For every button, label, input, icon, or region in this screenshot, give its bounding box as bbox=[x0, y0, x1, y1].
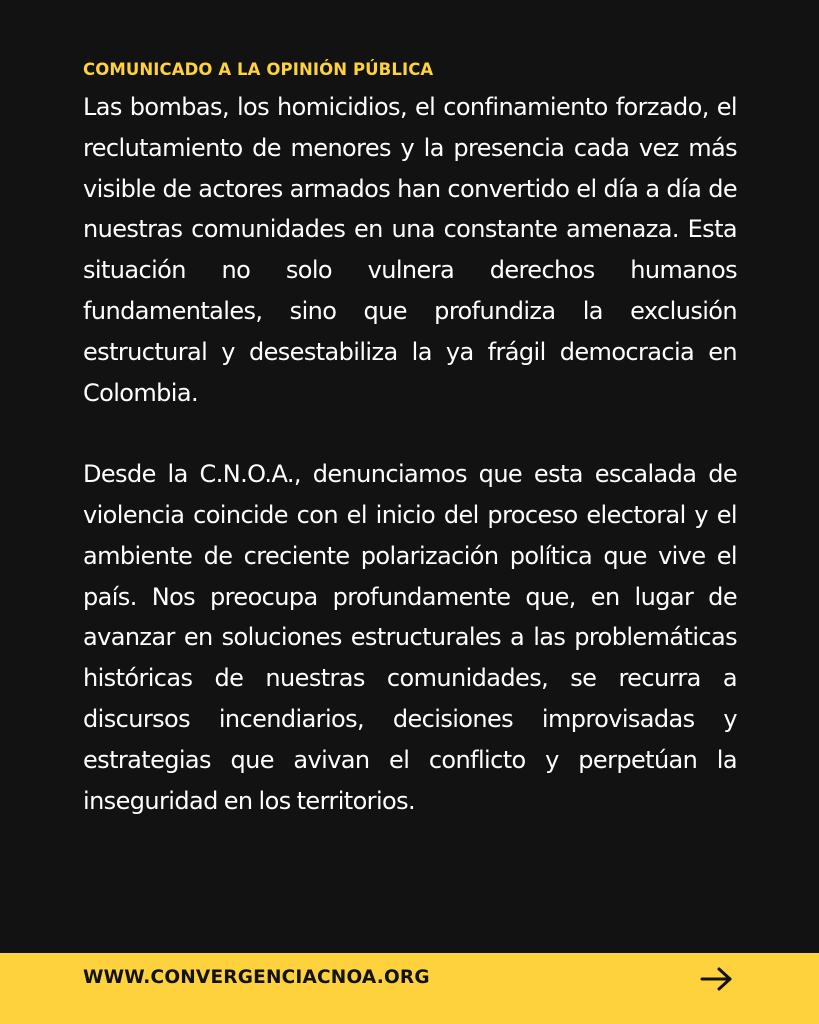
page-title: COMUNICADO A LA OPINIÓN PÚBLICA bbox=[83, 60, 434, 79]
paragraph-1: Las bombas, los homicidios, el confinamiento forzado, el reclutamiento de menores y la presencia cada vez más visible de actores armados han convertido el día a día de nuestras comunidades en una constante amenaza. Esta situación no solo vulnera derechos humanos fundamentales, sino que profundiza la exclusión estructural y desestabiliza la ya frágil democracia en Colombia. bbox=[83, 93, 737, 407]
content-area bbox=[83, 58, 737, 821]
website-link[interactable]: WWW.CONVERGENCIACNOA.ORG bbox=[83, 967, 430, 988]
arrow-right-icon[interactable] bbox=[700, 966, 734, 992]
paragraph-2: Desde la C.N.O.A., denunciamos que esta escalada de violencia coincide con el inicio del proceso electoral y el ambiente de creciente polarización política que vive el país. Nos preocupa profundamente que, en lugar de avanzar en soluciones estructurales a las problemáticas históricas de nuestras comunidades, se recurra a discursos incendiarios, decisiones improvisadas y estrategias que avivan el conflicto y perpetúan la inseguridad en los territorios. bbox=[83, 460, 737, 815]
footer-bar bbox=[0, 953, 819, 1024]
